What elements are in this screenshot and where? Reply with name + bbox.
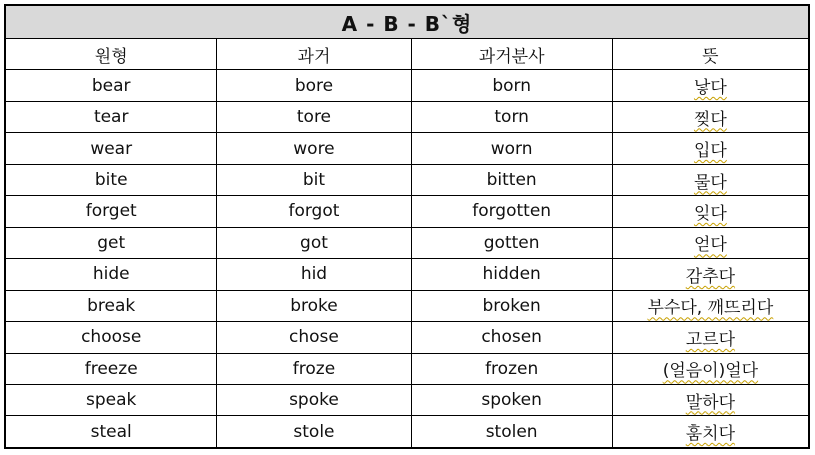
meaning-cell: 감추다 — [612, 259, 808, 290]
past-participle-cell: worn — [411, 133, 612, 164]
table-row — [6, 384, 808, 415]
header-meaning: 뜻 — [612, 39, 808, 70]
past-participle-cell: broken — [411, 290, 612, 321]
meaning-cell: 얻다 — [612, 227, 808, 258]
header-row — [6, 39, 808, 70]
table-row — [6, 196, 808, 227]
past-cell: bit — [217, 164, 411, 195]
base-form-cell: bear — [6, 70, 217, 101]
base-form-cell: get — [6, 227, 217, 258]
past-cell: froze — [217, 353, 411, 384]
table-row — [6, 227, 808, 258]
base-form-cell: speak — [6, 384, 217, 415]
meaning-cell: (얼음이)얼다 — [612, 353, 808, 384]
table-row — [6, 164, 808, 195]
table-body — [6, 39, 808, 448]
meaning-cell: 훔치다 — [612, 416, 808, 447]
header-past-participle: 과거분사 — [411, 39, 612, 70]
meaning-cell: 물다 — [612, 164, 808, 195]
meaning-cell: 말하다 — [612, 384, 808, 415]
table-row — [6, 416, 808, 447]
verb-table — [6, 6, 808, 447]
base-form-cell: bite — [6, 164, 217, 195]
table-row — [6, 259, 808, 290]
base-form-cell: hide — [6, 259, 217, 290]
past-participle-cell: spoken — [411, 384, 612, 415]
base-form-cell: choose — [6, 322, 217, 353]
meaning-cell: 고르다 — [612, 322, 808, 353]
past-cell: chose — [217, 322, 411, 353]
meaning-cell: 낳다 — [612, 70, 808, 101]
table-row — [6, 70, 808, 101]
past-participle-cell: hidden — [411, 259, 612, 290]
base-form-cell: forget — [6, 196, 217, 227]
table-title: A - B - B`형 — [6, 6, 808, 39]
past-participle-cell: chosen — [411, 322, 612, 353]
past-cell: broke — [217, 290, 411, 321]
past-cell: forgot — [217, 196, 411, 227]
base-form-cell: wear — [6, 133, 217, 164]
base-form-cell: tear — [6, 101, 217, 132]
past-participle-cell: bitten — [411, 164, 612, 195]
meaning-cell: 입다 — [612, 133, 808, 164]
past-participle-cell: gotten — [411, 227, 612, 258]
past-participle-cell: frozen — [411, 353, 612, 384]
table-row — [6, 101, 808, 132]
base-form-cell: freeze — [6, 353, 217, 384]
past-cell: spoke — [217, 384, 411, 415]
table-row — [6, 353, 808, 384]
meaning-cell: 부수다, 깨뜨리다 — [612, 290, 808, 321]
past-cell: wore — [217, 133, 411, 164]
past-cell: tore — [217, 101, 411, 132]
past-cell: bore — [217, 70, 411, 101]
verb-table-frame — [4, 4, 810, 449]
meaning-cell: 잊다 — [612, 196, 808, 227]
past-cell: hid — [217, 259, 411, 290]
base-form-cell: break — [6, 290, 217, 321]
table-row — [6, 133, 808, 164]
past-participle-cell: torn — [411, 101, 612, 132]
header-past: 과거 — [217, 39, 411, 70]
meaning-cell: 찢다 — [612, 101, 808, 132]
table-row — [6, 322, 808, 353]
past-cell: stole — [217, 416, 411, 447]
table-row — [6, 290, 808, 321]
past-participle-cell: stolen — [411, 416, 612, 447]
past-participle-cell: forgotten — [411, 196, 612, 227]
header-base-form: 원형 — [6, 39, 217, 70]
base-form-cell: steal — [6, 416, 217, 447]
past-cell: got — [217, 227, 411, 258]
past-participle-cell: born — [411, 70, 612, 101]
